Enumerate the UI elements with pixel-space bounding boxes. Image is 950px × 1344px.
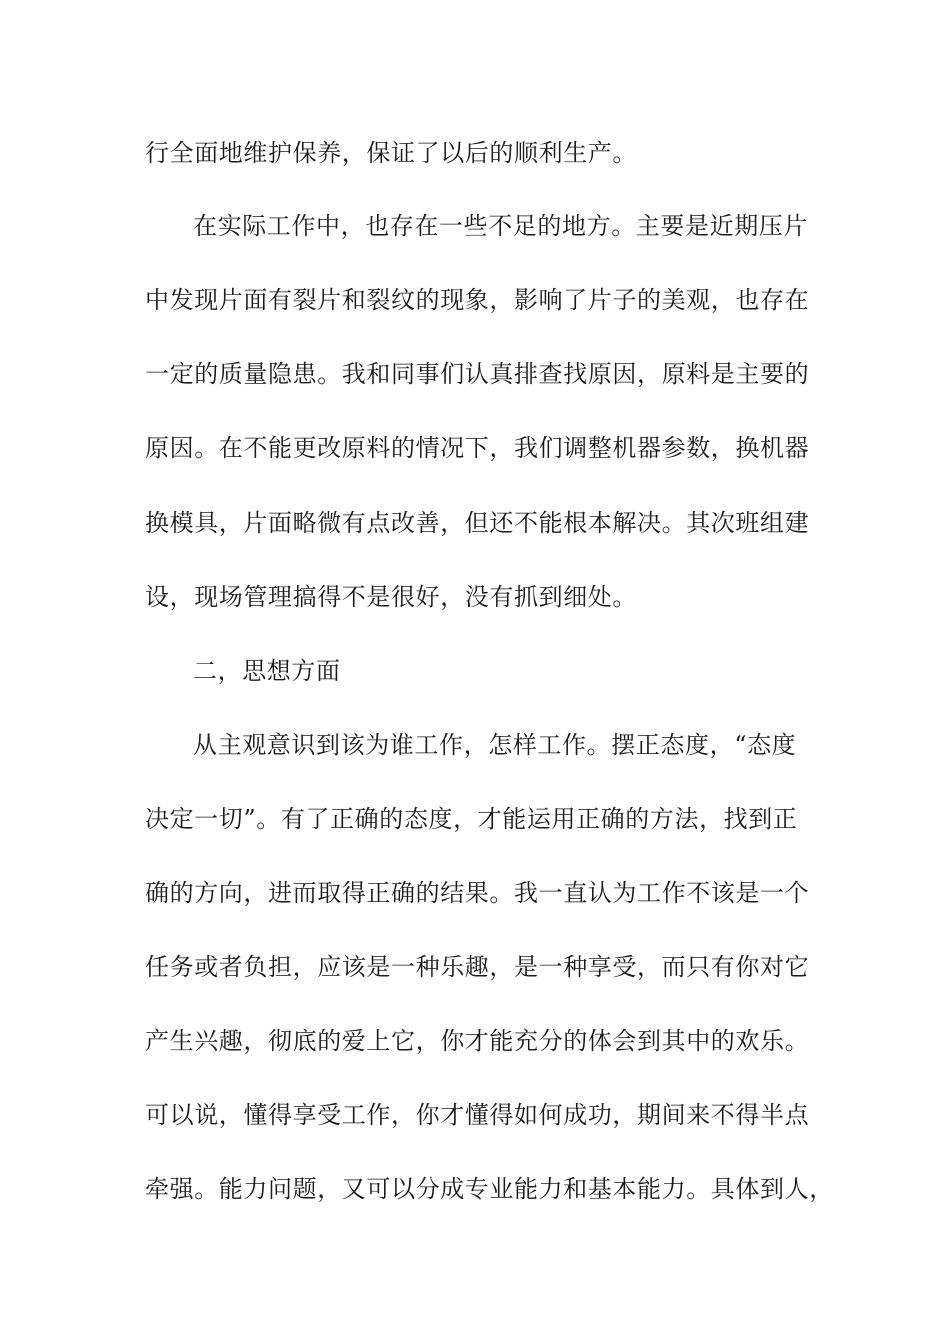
paragraph-line: 中发现片面有裂片和裂纹的现象，影响了片子的美观，也存在 xyxy=(145,286,810,314)
paragraph-line: 可以说，懂得享受工作，你才懂得如何成功，期间来不得半点 xyxy=(145,1101,810,1129)
paragraph-line: 设，现场管理搞得不是很好，没有抓到细处。 xyxy=(145,583,637,611)
paragraph-line: 产生兴趣，彻底的爱上它，你才能充分的体会到其中的欢乐。 xyxy=(145,1027,810,1055)
section-heading: 二，思想方面 xyxy=(193,657,341,685)
paragraph-line: 决定一切”。有了正确的态度，才能运用正确的方法，找到正 xyxy=(145,805,798,833)
paragraph-line: 牵强。能力问题，又可以分成专业能力和基本能力。具体到人， xyxy=(145,1175,834,1203)
paragraph-line: 任务或者负担，应该是一种乐趣，是一种享受，而只有你对它 xyxy=(145,953,810,981)
paragraph-line: 确的方向，进而取得正确的结果。我一直认为工作不该是一个 xyxy=(145,879,810,907)
paragraph-line: 原因。在不能更改原料的情况下，我们调整机器参数，换机器 xyxy=(145,434,810,462)
paragraph-line: 换模具，片面略微有点改善，但还不能根本解决。其次班组建 xyxy=(145,509,810,537)
paragraph-line: 在实际工作中，也存在一些不足的地方。主要是近期压片 xyxy=(193,212,808,240)
paragraph-line: 行全面地维护保养，保证了以后的顺利生产。 xyxy=(145,139,637,167)
paragraph-line: 从主观意识到该为谁工作，怎样工作。摆正态度，“态度 xyxy=(193,731,797,759)
paragraph-line: 一定的质量隐患。我和同事们认真排查找原因，原料是主要的 xyxy=(145,360,810,388)
